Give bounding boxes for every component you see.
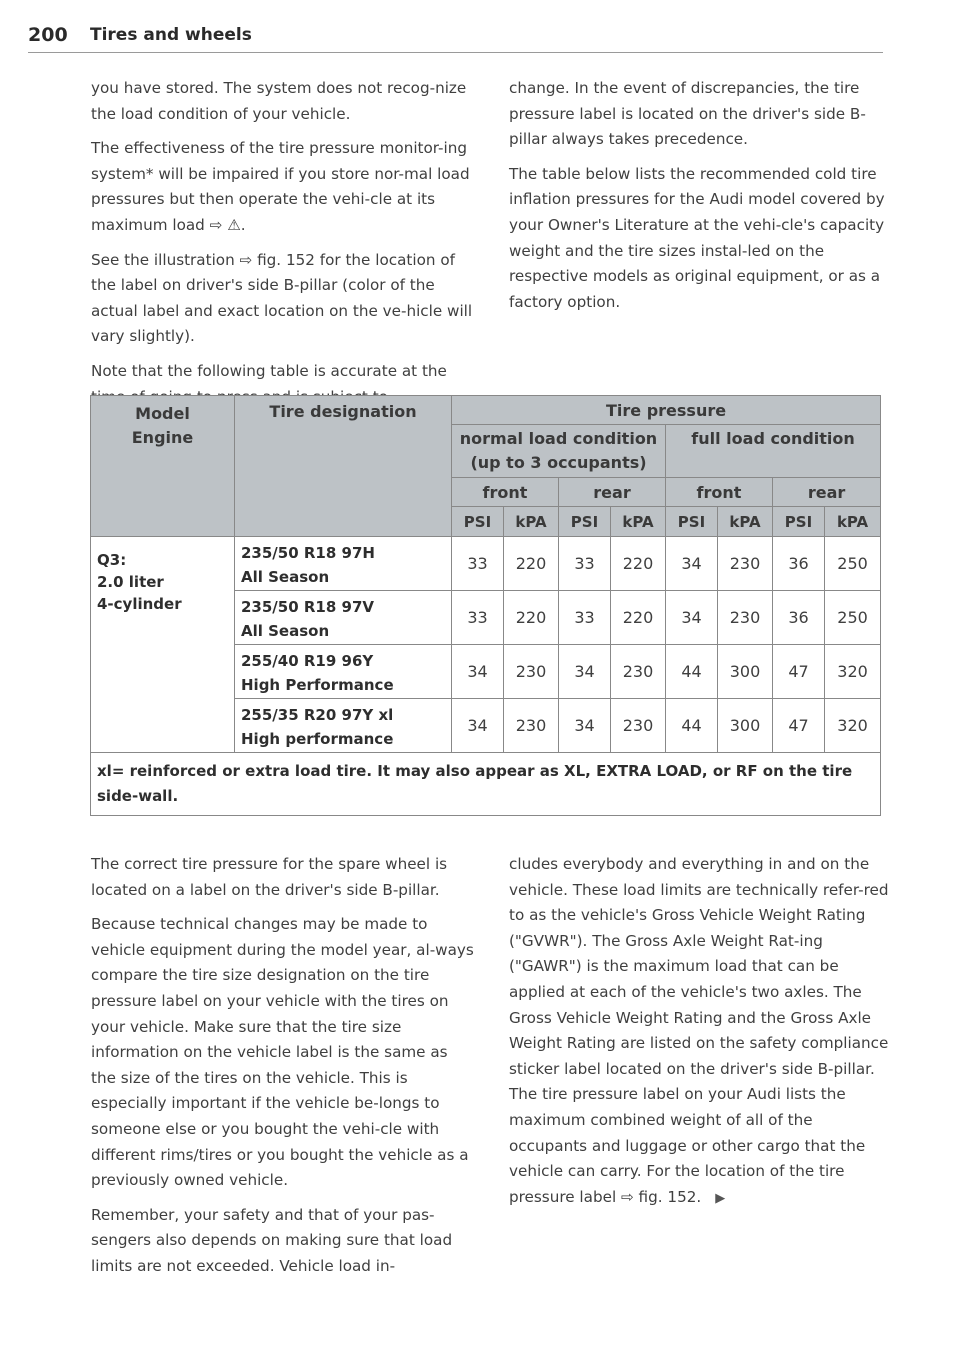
section-title: Tires and wheels [90, 25, 252, 45]
tire-type: High Performance [241, 676, 394, 694]
value-cell: 300 [718, 699, 773, 753]
psi-header: PSI [773, 507, 825, 537]
value-cell: 250 [825, 537, 881, 591]
value-cell: 34 [559, 699, 611, 753]
tire-designation-header: Tire designation [235, 396, 452, 537]
psi-header: PSI [559, 507, 611, 537]
tire-type: All Season [241, 622, 330, 640]
page-header [28, 24, 883, 53]
tire-type: High performance [241, 730, 394, 748]
tire-size: 255/40 R19 96Y [241, 652, 374, 670]
normal-load-header [452, 425, 666, 478]
engine-header: Engine [131, 428, 194, 447]
paragraph [509, 852, 894, 1211]
paragraph: The effectiveness of the tire pressure monitor-ing system* will be impaired if you store nor-mal load pressures but then operate the vehi-cle at its maximum load ⇨ ⚠. [91, 139, 470, 234]
paragraph-text: cludes everybody and everything in and on the vehicle. These load limits are technically refer-red to as the vehicle's Gross Vehicle Weight Rating ("GVWR"). The Gross Axle Weight Rat-ing ("GAWR") is the maximum load that can be applied at each of the vehicle's two axles. The Gross Vehicle Weight Rating and the Gross Axle Weight Rating are listed on the safety compliance sticker label located on the driver's side B-pillar. The tire pressure label on your Audi lists the maximum combined weight of all of the occupants and luggage or other cargo that the vehicle can carry. For the location of the tire pressure label ⇨ fig. 152. [509, 855, 889, 1206]
psi-header: PSI [452, 507, 504, 537]
value-cell: 230 [718, 591, 773, 645]
normal-load-note: (up to 3 occupants) [470, 453, 647, 472]
paragraph: Remember, your safety and that of your pas-sengers also depends on making sure that load limits are not exceeded. Vehicle load in- [91, 1205, 453, 1275]
value-cell: 44 [666, 645, 718, 699]
kpa-header: kPA [718, 507, 773, 537]
model-engine-header [91, 396, 235, 537]
rear-header: rear [773, 478, 881, 507]
value-cell: 33 [452, 537, 504, 591]
engine-size: 2.0 liter [97, 573, 164, 591]
front-header: front [666, 478, 773, 507]
value-cell: 47 [773, 699, 825, 753]
kpa-header: kPA [611, 507, 666, 537]
continue-arrow-icon: ▶ [715, 1190, 726, 1206]
value-cell: 36 [773, 537, 825, 591]
table-footnote: xl= reinforced or extra load tire. It may also appear as XL, EXTRA LOAD, or RF on the tire side-wall. [91, 753, 881, 816]
tire-pressure-header: Tire pressure [452, 396, 881, 425]
model-header: Model [135, 404, 190, 423]
value-cell: 300 [718, 645, 773, 699]
value-cell: 230 [504, 699, 559, 753]
left-column-bottom [91, 852, 476, 1289]
tire-size: 255/35 R20 97Y xl [241, 706, 394, 724]
kpa-header: kPA [825, 507, 881, 537]
paragraph: Because technical changes may be made to vehicle equipment during the model year, al-ways compare the tire size designation on the tire pressure label on your vehicle with the tires on your vehicle. Make sure that the tire size information on the vehicle label is the same as the size of the tires on the vehicle. This is especially important if the vehicle be-longs to someone else or you bought the vehi-cle with different rims/tires or you bought the vehicle as a previously owned vehicle. [91, 915, 474, 1190]
value-cell: 34 [452, 699, 504, 753]
value-cell: 220 [504, 591, 559, 645]
value-cell: 230 [611, 645, 666, 699]
value-cell: 220 [611, 591, 666, 645]
value-cell: 33 [559, 591, 611, 645]
paragraph: you have stored. The system does not recog-nize the load condition of your vehicle. [91, 79, 467, 123]
value-cell: 44 [666, 699, 718, 753]
value-cell: 33 [559, 537, 611, 591]
value-cell: 47 [773, 645, 825, 699]
paragraph: Note that the following table is accurate at the [91, 361, 447, 380]
kpa-header: kPA [504, 507, 559, 537]
tire-cell [235, 537, 452, 591]
engine-cylinders: 4-cylinder [97, 595, 182, 613]
value-cell: 34 [452, 645, 504, 699]
model-name: Q3: [97, 551, 127, 569]
value-cell: 320 [825, 699, 881, 753]
value-cell: 220 [504, 537, 559, 591]
tire-cell [235, 645, 452, 699]
model-cell [91, 537, 235, 753]
left-column-top [91, 76, 476, 419]
value-cell: 33 [452, 591, 504, 645]
value-cell: 230 [718, 537, 773, 591]
tire-cell [235, 591, 452, 645]
paragraph: change. In the event of discrepancies, the tire pressure label is located on the driver's side B-pillar always takes precedence. [509, 79, 866, 149]
right-column-bottom [509, 852, 894, 1220]
page-number: 200 [28, 24, 68, 46]
paragraph: The correct tire pressure for the spare wheel is located on a label on the driver's side B-pillar. [91, 855, 448, 899]
value-cell: 320 [825, 645, 881, 699]
value-cell: 34 [666, 591, 718, 645]
front-header: front [452, 478, 559, 507]
value-cell: 220 [611, 537, 666, 591]
table-row [91, 537, 881, 591]
right-column-top [509, 76, 894, 324]
tire-pressure-table [90, 395, 881, 816]
value-cell: 230 [611, 699, 666, 753]
value-cell: 34 [666, 537, 718, 591]
full-load-header: full load condition [666, 425, 881, 478]
value-cell: 250 [825, 591, 881, 645]
tire-type: All Season [241, 568, 330, 586]
value-cell: 36 [773, 591, 825, 645]
psi-header: PSI [666, 507, 718, 537]
tire-cell [235, 699, 452, 753]
tire-size: 235/50 R18 97V [241, 598, 375, 616]
value-cell: 34 [559, 645, 611, 699]
tire-size: 235/50 R18 97H [241, 544, 375, 562]
normal-load-label: normal load condition [459, 429, 658, 448]
rear-header: rear [559, 478, 666, 507]
paragraph: See the illustration ⇨ fig. 152 for the location of the label on driver's side B-pillar (color of the actual label and exact location on the ve-hicle will vary slightly). [91, 250, 473, 346]
paragraph: The table below lists the recommended cold tire inflation pressures for the Audi model covered by your Owner's Literature at the vehi-cle's capacity weight and the tire sizes instal-led on the respective models as original equipment, or as a factory option. [509, 164, 885, 311]
value-cell: 230 [504, 645, 559, 699]
